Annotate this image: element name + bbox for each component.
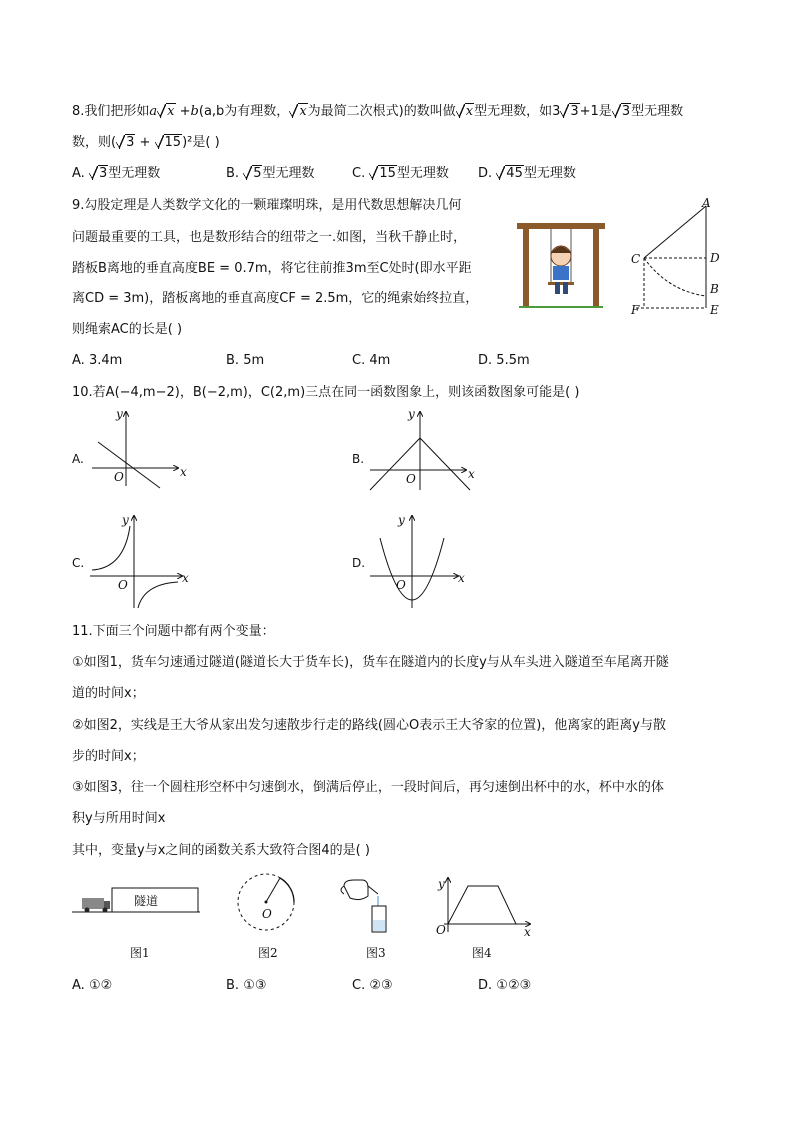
q11-line: 11.下面三个问题中都有两个变量：: [72, 624, 275, 639]
fig2-circle-path: [236, 872, 298, 934]
svg-text:O: O: [114, 470, 124, 484]
q8-option-d[interactable]: D. 45型无理数: [478, 164, 576, 184]
caption-fig3: 图3: [366, 946, 386, 960]
svg-text:x: x: [458, 571, 465, 585]
q10-option-d-label[interactable]: D.: [352, 556, 366, 570]
q10-option-c-label[interactable]: C.: [72, 556, 85, 570]
q11-line: ③如图3，往一个圆柱形空杯中匀速倒水，倒满后停止，一段时间后，再匀速倒出杯中的水，杯中水的体: [72, 780, 664, 795]
label-f: F: [631, 303, 640, 317]
q11-option-b[interactable]: B. ①③: [226, 978, 267, 993]
svg-text:y: y: [438, 877, 445, 891]
label-a: A: [702, 196, 711, 210]
caption-fig1: 图1: [130, 946, 150, 960]
q9-line: 则绳索AC的长是( ): [72, 322, 183, 337]
q9-line: 踏板B离地的垂直高度BE = 0.7m，将它往前推3m至C处时(即水平距: [72, 261, 472, 276]
swing-geometry-figure: [628, 196, 728, 318]
label-e: E: [710, 303, 719, 317]
svg-text:x: x: [182, 571, 189, 585]
q11-line: 道的时间x；: [72, 686, 145, 701]
q10-option-b-label[interactable]: B.: [352, 452, 365, 466]
q8-option-c[interactable]: C. 15型无理数: [352, 164, 449, 184]
svg-text:O: O: [262, 907, 272, 921]
swing-illustration: [515, 220, 607, 310]
svg-text:隧道: 隧道: [134, 894, 159, 908]
label-c: C: [631, 252, 641, 266]
q9-line: 9.勾股定理是人类数学文化的一颗璀璨明珠，是用代数思想解决几何: [72, 198, 462, 213]
q11-option-a[interactable]: A. ①②: [72, 978, 113, 993]
q9-line: 问题最重要的工具，也是数形结合的纽带之一.如图，当秋千静止时，: [72, 230, 467, 245]
svg-text:y: y: [116, 407, 123, 421]
q8-option-a[interactable]: A. 3型无理数: [72, 164, 160, 184]
caption-fig2: 图2: [258, 946, 278, 960]
q11-line: 积y与所用时间x: [72, 811, 166, 826]
svg-text:O: O: [406, 472, 416, 486]
q9-option-b[interactable]: B. 5m: [226, 353, 265, 368]
svg-text:y: y: [122, 513, 129, 527]
q10-option-a-label[interactable]: A.: [72, 452, 84, 466]
q9-line: 离CD = 3m)，踏板离地的垂直高度CF = 2.5m，它的绳索始终拉直，: [72, 291, 479, 306]
q9-option-a[interactable]: A. 3.4m: [72, 353, 123, 368]
q10-graph-d[interactable]: [368, 512, 472, 612]
svg-text:y: y: [398, 513, 405, 527]
label-b: B: [710, 282, 719, 296]
svg-text:x: x: [524, 925, 531, 939]
svg-text:O: O: [436, 923, 446, 937]
q11-line: ②如图2，实线是王大爷从家出发匀速散步行走的路线(圆心O表示王大爷家的位置)，他离家的距离y与散: [72, 718, 666, 733]
q10-graph-a[interactable]: [90, 408, 190, 488]
label-d: D: [710, 251, 720, 265]
q10-stem: 10.若A(−4,m−2)，B(−2,m)，C(2,m)三点在同一函数图象上，则该函数图象可能是( ): [72, 385, 580, 400]
fig4-graph: [436, 874, 536, 938]
q11-line: ①如图1，货车匀速通过隧道(隧道长大于货车长)，货车在隧道内的长度y与从车头进入隧道至车尾离开隧: [72, 655, 669, 670]
q9-option-c[interactable]: C. 4m: [352, 353, 391, 368]
q8-line1: 8.我们把形如a x +b(a,b为有理数， x为最简二次根式)的数叫做 x型无理数，如3 3+1是 3型无理数: [72, 102, 683, 122]
q9-option-d[interactable]: D. 5.5m: [478, 353, 530, 368]
fig1-truck-tunnel: [72, 880, 202, 916]
q10-graph-b[interactable]: [368, 408, 478, 492]
caption-fig4: 图4: [472, 946, 492, 960]
q11-option-c[interactable]: C. ②③: [352, 978, 393, 993]
q11-line: 步的时间x；: [72, 749, 145, 764]
q11-line: 其中，变量y与x之间的函数关系大致符合图4的是( ): [72, 843, 370, 858]
svg-text:x: x: [468, 467, 475, 481]
fig3-kettle-cup: [340, 876, 400, 936]
svg-text:x: x: [180, 465, 187, 479]
q8-option-b[interactable]: B. 5型无理数: [226, 164, 315, 184]
q8-line2: 数，则( 3 + 15)²是( ): [72, 133, 220, 153]
q10-graph-c[interactable]: [88, 512, 192, 612]
svg-text:O: O: [118, 578, 128, 592]
svg-text:y: y: [408, 407, 415, 421]
q11-option-d[interactable]: D. ①②③: [478, 978, 532, 993]
svg-text:O: O: [396, 578, 406, 592]
